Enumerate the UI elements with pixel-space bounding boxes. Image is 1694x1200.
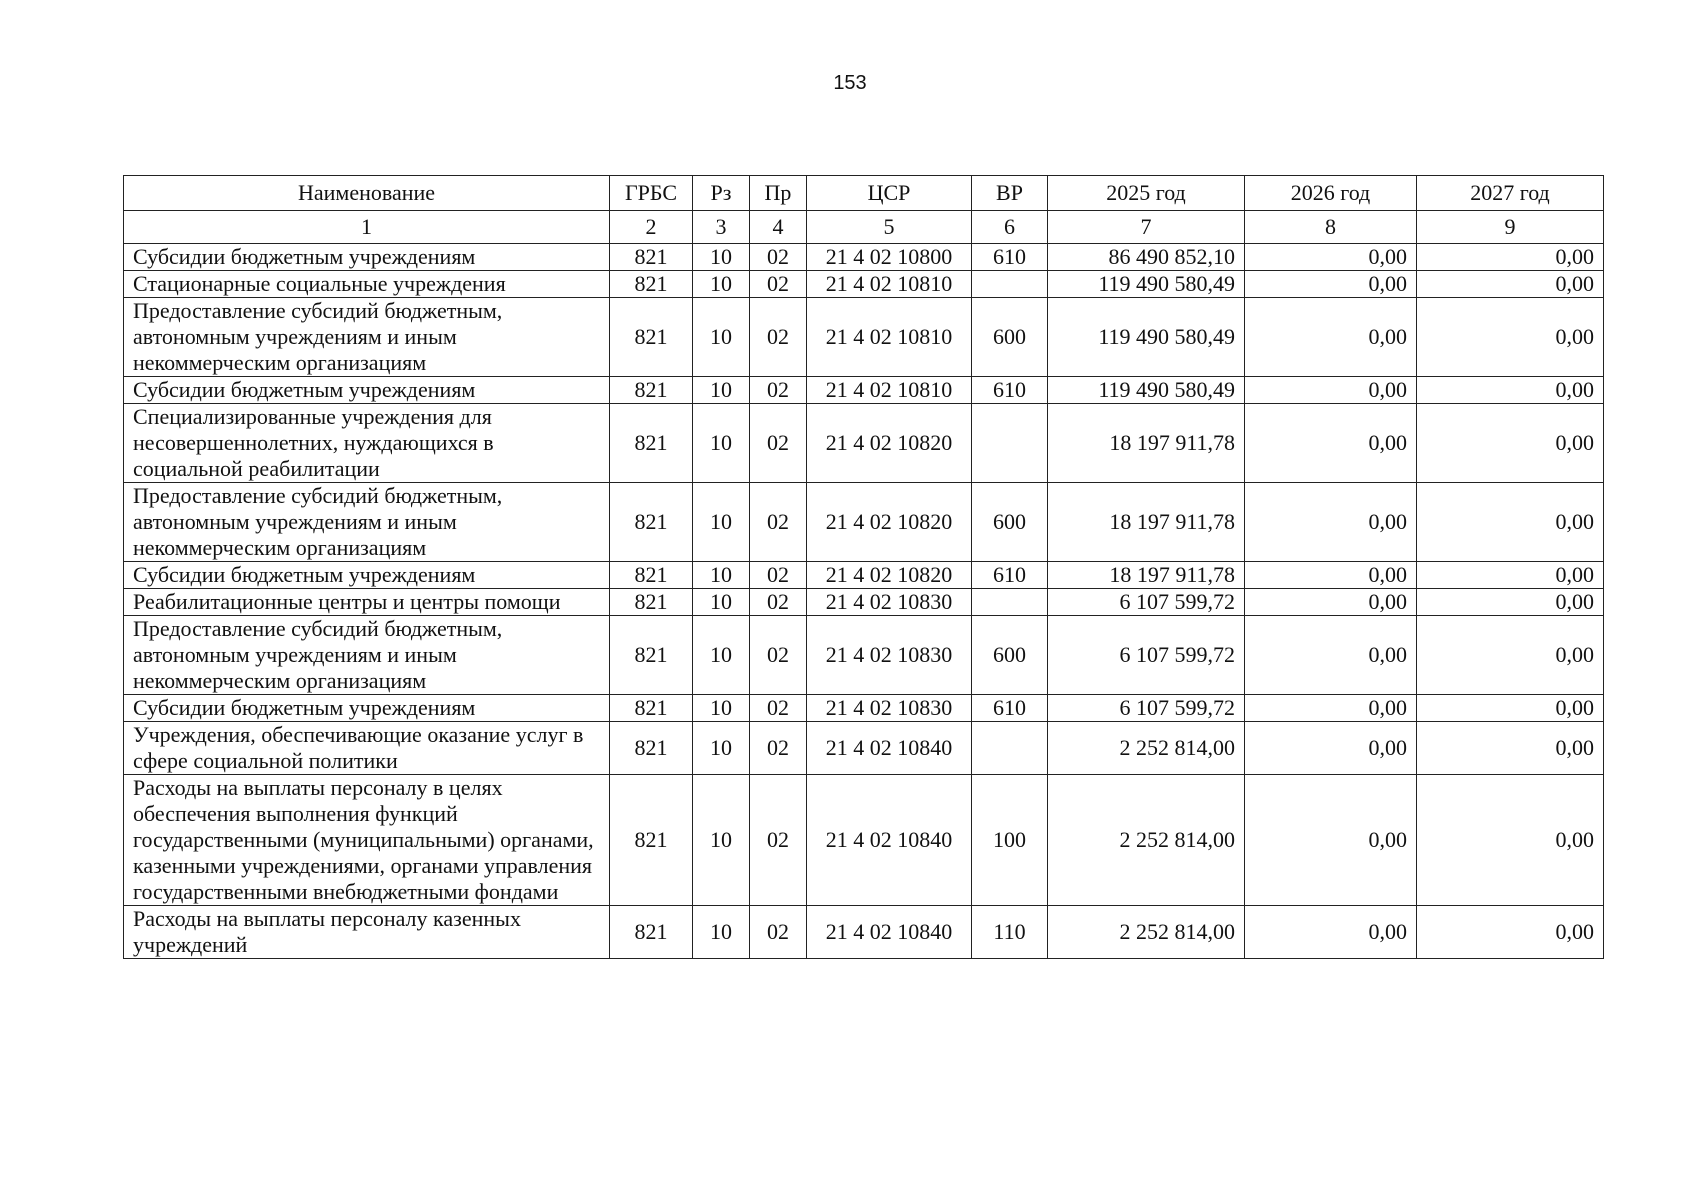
cell-2025: 119 490 580,49 bbox=[1048, 377, 1245, 404]
cell-2026: 0,00 bbox=[1245, 271, 1417, 298]
cell-pr: 02 bbox=[750, 483, 807, 562]
cell-rz: 10 bbox=[693, 589, 750, 616]
table-row bbox=[124, 562, 1604, 589]
header-grbs: ГРБС bbox=[610, 176, 693, 211]
cell-vr bbox=[972, 589, 1048, 616]
cell-2026: 0,00 bbox=[1245, 906, 1417, 959]
cell-2026: 0,00 bbox=[1245, 404, 1417, 483]
header-rz: Рз bbox=[693, 176, 750, 211]
cell-name: Специализированные учреждения для несовершеннолетних, нуждающихся в социальной реабилитации bbox=[124, 404, 610, 483]
cell-csr: 21 4 02 10810 bbox=[807, 377, 972, 404]
cell-2026: 0,00 bbox=[1245, 562, 1417, 589]
cell-2027: 0,00 bbox=[1417, 775, 1604, 906]
cell-name: Предоставление субсидий бюджетным, автономным учреждениям и иным некоммерческим организациям bbox=[124, 483, 610, 562]
page-number: 153 bbox=[833, 72, 867, 94]
cell-csr: 21 4 02 10840 bbox=[807, 906, 972, 959]
cell-rz: 10 bbox=[693, 377, 750, 404]
cell-2027: 0,00 bbox=[1417, 722, 1604, 775]
table-row bbox=[124, 244, 1604, 271]
cell-pr: 02 bbox=[750, 616, 807, 695]
table-row bbox=[124, 775, 1604, 906]
header-pr: Пр bbox=[750, 176, 807, 211]
cell-2025: 18 197 911,78 bbox=[1048, 404, 1245, 483]
cell-grbs: 821 bbox=[610, 775, 693, 906]
cell-2026: 0,00 bbox=[1245, 483, 1417, 562]
cell-2027: 0,00 bbox=[1417, 377, 1604, 404]
cell-2026: 0,00 bbox=[1245, 695, 1417, 722]
cell-2027: 0,00 bbox=[1417, 695, 1604, 722]
header-vr: ВР bbox=[972, 176, 1048, 211]
cell-2026: 0,00 bbox=[1245, 377, 1417, 404]
cell-csr: 21 4 02 10830 bbox=[807, 616, 972, 695]
cell-rz: 10 bbox=[693, 298, 750, 377]
table-row bbox=[124, 616, 1604, 695]
cell-2025: 119 490 580,49 bbox=[1048, 298, 1245, 377]
cell-csr: 21 4 02 10820 bbox=[807, 483, 972, 562]
budget-table bbox=[123, 175, 1604, 959]
cell-2025: 18 197 911,78 bbox=[1048, 562, 1245, 589]
cell-pr: 02 bbox=[750, 244, 807, 271]
cell-2026: 0,00 bbox=[1245, 589, 1417, 616]
cell-2025: 2 252 814,00 bbox=[1048, 775, 1245, 906]
cell-2025: 119 490 580,49 bbox=[1048, 271, 1245, 298]
cell-grbs: 821 bbox=[610, 244, 693, 271]
cell-vr: 610 bbox=[972, 695, 1048, 722]
cell-2027: 0,00 bbox=[1417, 244, 1604, 271]
cell-vr: 100 bbox=[972, 775, 1048, 906]
cell-2027: 0,00 bbox=[1417, 298, 1604, 377]
cell-2025: 6 107 599,72 bbox=[1048, 616, 1245, 695]
cell-vr: 610 bbox=[972, 377, 1048, 404]
cell-vr bbox=[972, 271, 1048, 298]
cell-pr: 02 bbox=[750, 775, 807, 906]
cell-grbs: 821 bbox=[610, 483, 693, 562]
cell-vr: 110 bbox=[972, 906, 1048, 959]
cell-name: Субсидии бюджетным учреждениям bbox=[124, 377, 610, 404]
cell-name: Предоставление субсидий бюджетным, автономным учреждениям и иным некоммерческим организациям bbox=[124, 616, 610, 695]
cell-csr: 21 4 02 10840 bbox=[807, 722, 972, 775]
table-row bbox=[124, 483, 1604, 562]
cell-grbs: 821 bbox=[610, 377, 693, 404]
cell-name: Реабилитационные центры и центры помощи bbox=[124, 589, 610, 616]
cell-name: Расходы на выплаты персоналу в целях обеспечения выполнения функций государственными (муниципальными) органами, казенными учреждениями, органами управления государственными внебюджетными фондами bbox=[124, 775, 610, 906]
cell-vr: 610 bbox=[972, 562, 1048, 589]
cell-2025: 2 252 814,00 bbox=[1048, 906, 1245, 959]
cell-2026: 0,00 bbox=[1245, 722, 1417, 775]
cell-2025: 86 490 852,10 bbox=[1048, 244, 1245, 271]
cell-grbs: 821 bbox=[610, 404, 693, 483]
cell-pr: 02 bbox=[750, 906, 807, 959]
cell-2025: 6 107 599,72 bbox=[1048, 695, 1245, 722]
column-number: 8 bbox=[1245, 211, 1417, 244]
table-body bbox=[124, 244, 1604, 959]
cell-rz: 10 bbox=[693, 695, 750, 722]
column-number: 1 bbox=[124, 211, 610, 244]
cell-vr: 600 bbox=[972, 616, 1048, 695]
cell-csr: 21 4 02 10840 bbox=[807, 775, 972, 906]
cell-rz: 10 bbox=[693, 244, 750, 271]
cell-name: Стационарные социальные учреждения bbox=[124, 271, 610, 298]
cell-pr: 02 bbox=[750, 298, 807, 377]
table-row bbox=[124, 722, 1604, 775]
cell-2027: 0,00 bbox=[1417, 271, 1604, 298]
column-number: 9 bbox=[1417, 211, 1604, 244]
header-row bbox=[124, 176, 1604, 211]
cell-2027: 0,00 bbox=[1417, 562, 1604, 589]
cell-2027: 0,00 bbox=[1417, 483, 1604, 562]
cell-pr: 02 bbox=[750, 695, 807, 722]
cell-vr: 610 bbox=[972, 244, 1048, 271]
table-row bbox=[124, 589, 1604, 616]
cell-name: Субсидии бюджетным учреждениям bbox=[124, 695, 610, 722]
cell-rz: 10 bbox=[693, 404, 750, 483]
cell-grbs: 821 bbox=[610, 695, 693, 722]
cell-2027: 0,00 bbox=[1417, 589, 1604, 616]
cell-csr: 21 4 02 10830 bbox=[807, 695, 972, 722]
header-csr: ЦСР bbox=[807, 176, 972, 211]
cell-csr: 21 4 02 10820 bbox=[807, 404, 972, 483]
cell-grbs: 821 bbox=[610, 906, 693, 959]
cell-name: Предоставление субсидий бюджетным, автономным учреждениям и иным некоммерческим организациям bbox=[124, 298, 610, 377]
cell-rz: 10 bbox=[693, 483, 750, 562]
column-number: 4 bbox=[750, 211, 807, 244]
cell-grbs: 821 bbox=[610, 616, 693, 695]
cell-grbs: 821 bbox=[610, 562, 693, 589]
cell-csr: 21 4 02 10830 bbox=[807, 589, 972, 616]
column-number: 6 bbox=[972, 211, 1048, 244]
cell-pr: 02 bbox=[750, 722, 807, 775]
cell-name: Субсидии бюджетным учреждениям bbox=[124, 244, 610, 271]
cell-rz: 10 bbox=[693, 562, 750, 589]
cell-pr: 02 bbox=[750, 404, 807, 483]
cell-2026: 0,00 bbox=[1245, 244, 1417, 271]
column-number: 7 bbox=[1048, 211, 1245, 244]
cell-pr: 02 bbox=[750, 271, 807, 298]
cell-2027: 0,00 bbox=[1417, 404, 1604, 483]
cell-rz: 10 bbox=[693, 616, 750, 695]
cell-name: Учреждения, обеспечивающие оказание услуг в сфере социальной политики bbox=[124, 722, 610, 775]
table-row bbox=[124, 695, 1604, 722]
header-2027: 2027 год bbox=[1417, 176, 1604, 211]
cell-csr: 21 4 02 10810 bbox=[807, 298, 972, 377]
cell-vr bbox=[972, 404, 1048, 483]
cell-vr bbox=[972, 722, 1048, 775]
cell-2026: 0,00 bbox=[1245, 616, 1417, 695]
cell-2025: 18 197 911,78 bbox=[1048, 483, 1245, 562]
cell-2027: 0,00 bbox=[1417, 616, 1604, 695]
cell-2025: 6 107 599,72 bbox=[1048, 589, 1245, 616]
cell-rz: 10 bbox=[693, 271, 750, 298]
cell-2025: 2 252 814,00 bbox=[1048, 722, 1245, 775]
cell-grbs: 821 bbox=[610, 271, 693, 298]
cell-grbs: 821 bbox=[610, 722, 693, 775]
header-2026: 2026 год bbox=[1245, 176, 1417, 211]
cell-2026: 0,00 bbox=[1245, 298, 1417, 377]
cell-2027: 0,00 bbox=[1417, 906, 1604, 959]
cell-2026: 0,00 bbox=[1245, 775, 1417, 906]
cell-name: Субсидии бюджетным учреждениям bbox=[124, 562, 610, 589]
cell-rz: 10 bbox=[693, 775, 750, 906]
column-number: 3 bbox=[693, 211, 750, 244]
column-number: 2 bbox=[610, 211, 693, 244]
cell-rz: 10 bbox=[693, 906, 750, 959]
cell-grbs: 821 bbox=[610, 589, 693, 616]
table-row bbox=[124, 298, 1604, 377]
header-2025: 2025 год bbox=[1048, 176, 1245, 211]
cell-pr: 02 bbox=[750, 589, 807, 616]
cell-vr: 600 bbox=[972, 298, 1048, 377]
column-number: 5 bbox=[807, 211, 972, 244]
cell-csr: 21 4 02 10800 bbox=[807, 244, 972, 271]
cell-grbs: 821 bbox=[610, 298, 693, 377]
cell-vr: 600 bbox=[972, 483, 1048, 562]
table-row bbox=[124, 271, 1604, 298]
header-name: Наименование bbox=[124, 176, 610, 211]
cell-rz: 10 bbox=[693, 722, 750, 775]
column-number-row bbox=[124, 211, 1604, 244]
cell-pr: 02 bbox=[750, 377, 807, 404]
cell-csr: 21 4 02 10820 bbox=[807, 562, 972, 589]
table-row bbox=[124, 404, 1604, 483]
table-row bbox=[124, 906, 1604, 959]
cell-csr: 21 4 02 10810 bbox=[807, 271, 972, 298]
cell-pr: 02 bbox=[750, 562, 807, 589]
table-row bbox=[124, 377, 1604, 404]
cell-name: Расходы на выплаты персоналу казенных учреждений bbox=[124, 906, 610, 959]
